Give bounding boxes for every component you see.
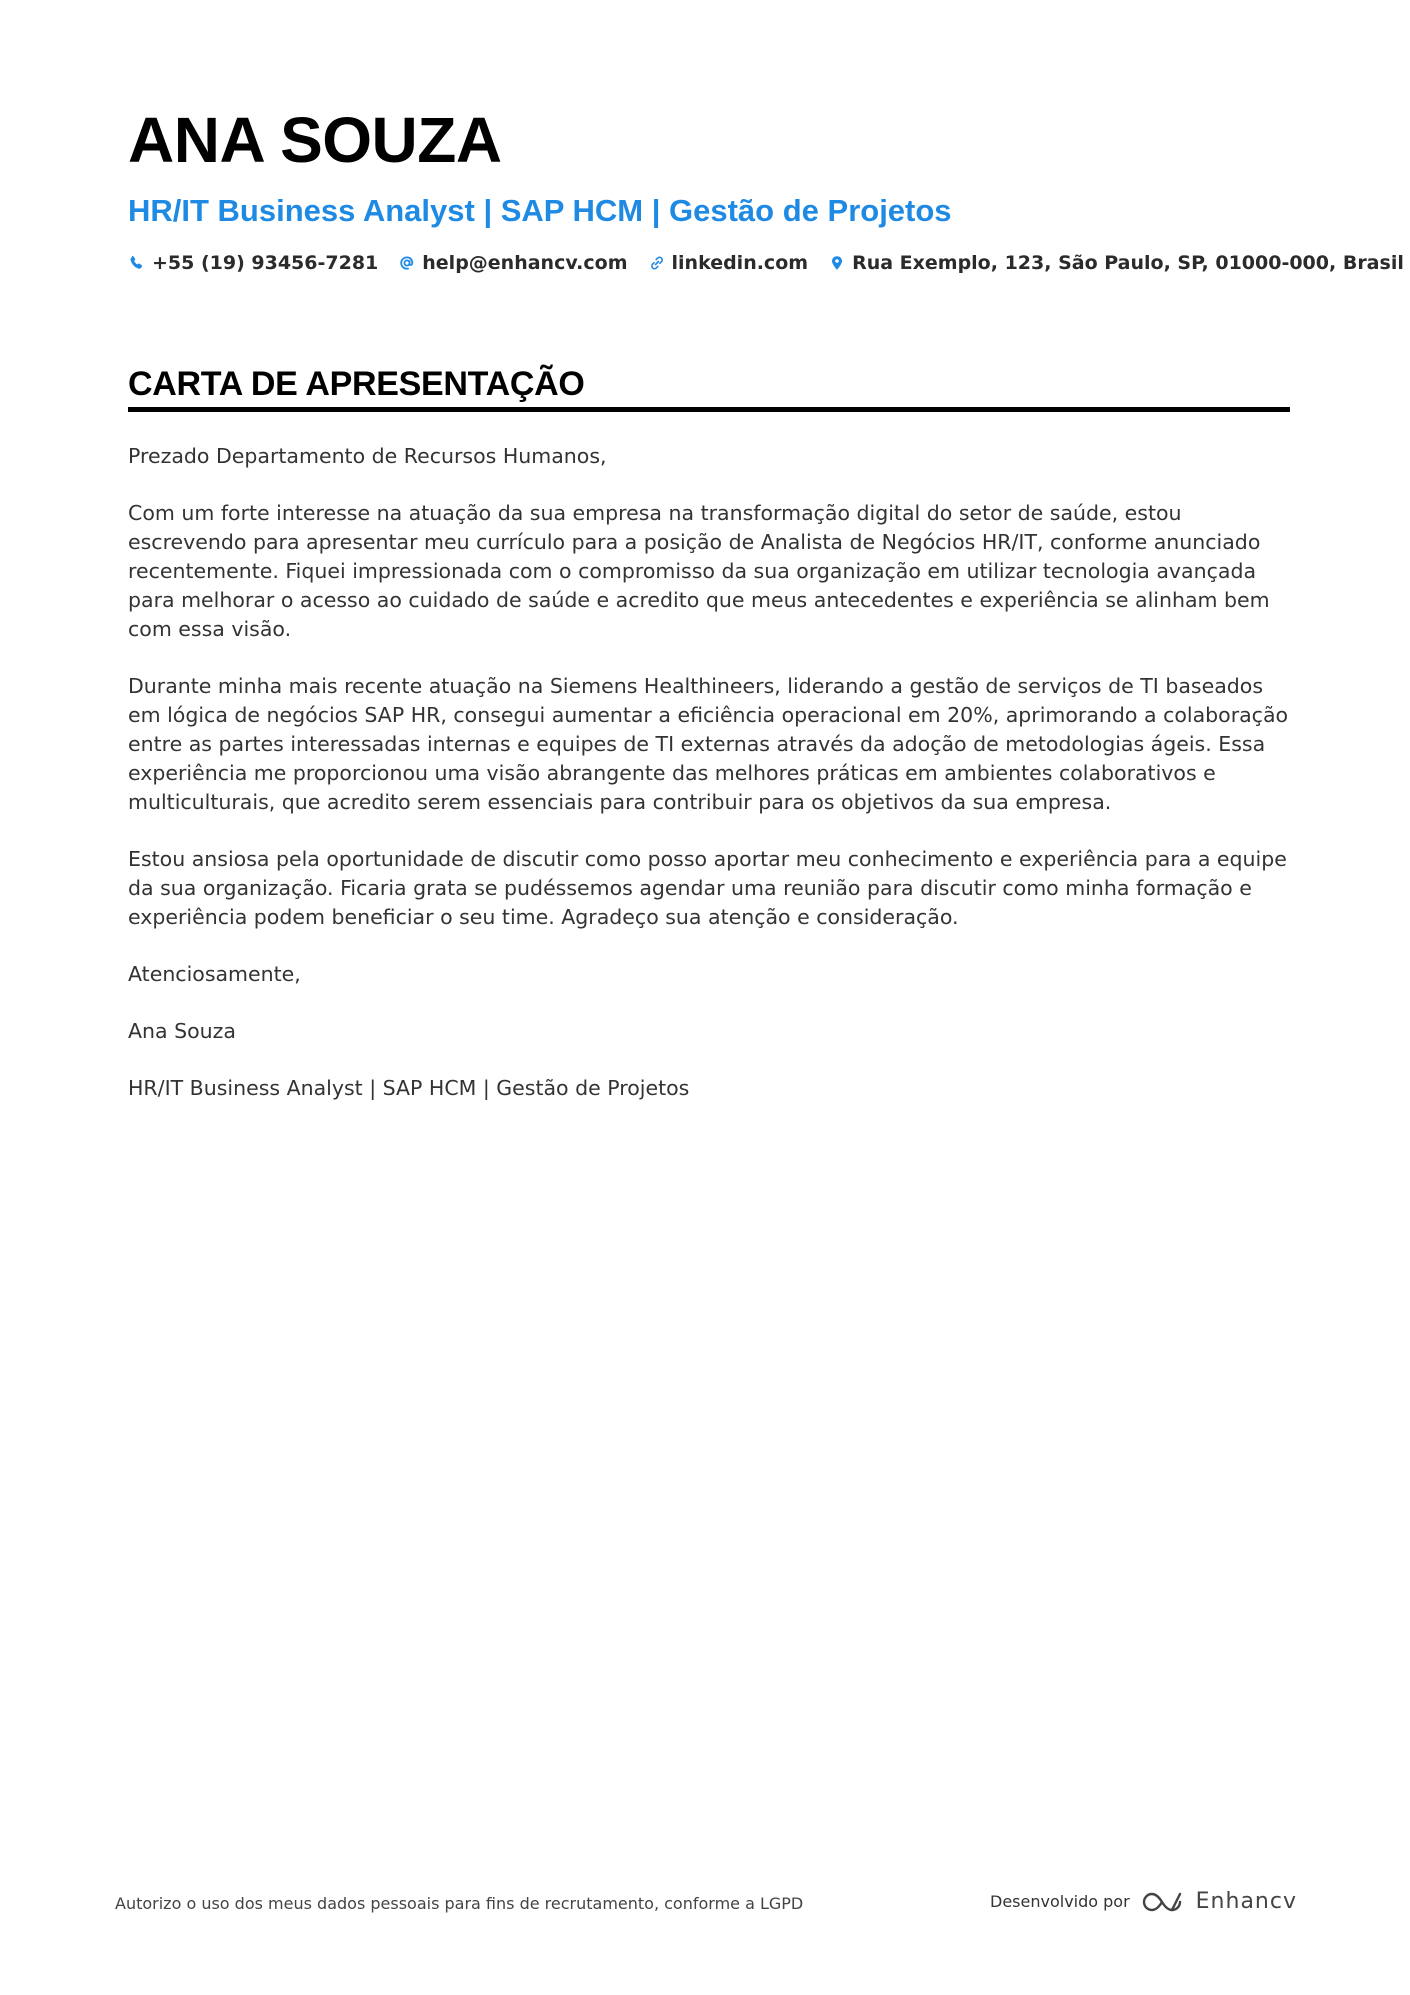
powered-by[interactable]	[990, 1889, 1297, 1914]
enhancv-logo-icon	[1142, 1890, 1188, 1914]
letter-paragraph-3: Estou ansiosa pela oportunidade de discutir como posso aportar meu conhecimento e experiência para a equipe da sua organização. Ficaria grata se pudéssemos agendar uma reunião para discutir como minha formação e experiência podem beneficiar o seu time. Agradeço sua atenção e consideração.	[128, 847, 1287, 930]
brand-name: Enhancv	[1195, 1889, 1297, 1914]
at-icon	[398, 254, 416, 272]
section-title: CARTA DE APRESENTAÇÃO	[128, 365, 585, 404]
phone-icon	[128, 254, 146, 272]
linkedin-text: linkedin.com	[671, 252, 809, 275]
email-text: help@enhancv.com	[422, 252, 628, 275]
section-divider	[128, 407, 1290, 412]
letter-paragraph-2: Durante minha mais recente atuação na Siemens Healthineers, liderando a gestão de serviços de TI baseados em lógica de negócios SAP HR, consegui aumentar a eficiência operacional em 20%, aprimorando a colaboração entre as partes interessadas internas e equipes de TI externas através da adoção de metodologias ágeis. Essa experiência me proporcionou uma visão abrangente das melhores práticas em ambientes colaborativos e multiculturais, que acredito serem essenciais para contribuir para os objetivos da sua empresa.	[128, 674, 1289, 815]
link-icon	[648, 254, 666, 272]
candidate-name: ANA SOUZA	[128, 104, 502, 176]
address-text: Rua Exemplo, 123, São Paulo, SP, 01000-000, Brasil	[852, 252, 1404, 275]
letter-body	[128, 442, 1290, 1103]
signature-name: Ana Souza	[128, 1019, 236, 1044]
candidate-title: HR/IT Business Analyst | SAP HCM | Gestão de Projetos	[128, 193, 952, 228]
contact-phone[interactable]	[128, 252, 378, 274]
contact-linkedin[interactable]	[648, 252, 809, 274]
contact-bar	[128, 252, 1404, 275]
consent-note: Autorizo o uso dos meus dados pessoais para fins de recrutamento, conforme a LGPD	[115, 1894, 804, 1913]
signature-title: HR/IT Business Analyst | SAP HCM | Gestão de Projetos	[128, 1076, 690, 1101]
phone-text: +55 (19) 93456-7281	[152, 252, 379, 275]
letter-closing: Atenciosamente,	[128, 962, 301, 987]
contact-email[interactable]	[398, 252, 627, 274]
contact-address	[828, 252, 1404, 274]
cover-letter-page	[128, 104, 1404, 1131]
letter-paragraph-1: Com um forte interesse na atuação da sua empresa na transformação digital do setor de saúde, estou escrevendo para apresentar meu currículo para a posição de Analista de Negócios HR/IT, conforme anunciado recentemente. Fiquei impressionada com o compromisso da sua organização em utilizar tecnologia avançada para melhorar o acesso ao cuidado de saúde e acredito que meus antecedentes e experiência se alinham bem com essa visão.	[128, 501, 1270, 642]
letter-salutation: Prezado Departamento de Recursos Humanos,	[128, 444, 607, 469]
location-pin-icon	[828, 254, 846, 272]
powered-by-label: Desenvolvido por	[990, 1892, 1130, 1911]
